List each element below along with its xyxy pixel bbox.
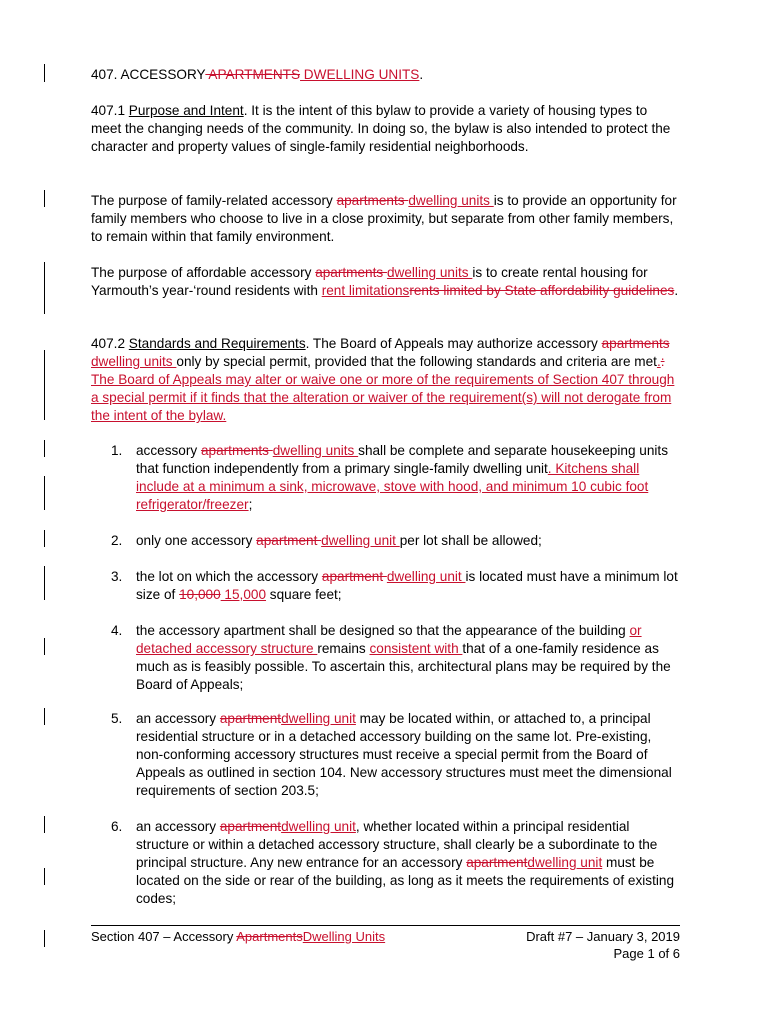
deleted-text: apartment [256,533,322,548]
change-bar [44,350,45,420]
change-bar [44,530,45,547]
section-label: 407.1 [91,103,129,118]
inserted-text: dwelling unit [321,533,400,548]
item-text-part: shall be complete and separate housekeeping units that function independently from a primary single-family dwelling unit [136,443,668,476]
inserted-text: dwelling unit [386,569,466,584]
inserted-text: . [656,354,661,369]
item-text [136,818,681,908]
item-text-part: an accessory [136,819,220,834]
item-text-part: , whether located within a principal residential structure or within a detached accessory structure, shall clearly be a subordinate to the principal structure. Any new entrance for an accessory [136,819,658,870]
item-text-part: is located must have a minimum lot size of [136,569,678,602]
change-bar [44,190,45,207]
inserted-text: dwelling units [272,443,359,458]
title-number: 407. ACCESSORY [91,67,206,82]
change-bar [44,816,45,833]
inserted-text: Dwelling Units [302,929,386,944]
item-text-part: per lot shall be allowed; [399,533,542,548]
inserted-text: consistent with [369,641,463,656]
section-heading: Purpose and Intent [128,103,244,118]
change-bar [44,64,45,82]
inserted-text: or detached accessory structure [136,623,642,656]
inserted-text: rent limitations [321,283,410,298]
inserted-text: The Board of Appeals may alter or waive one or more of the requirements of Section 407 through a special permit if it finds that the alteration or waiver of the requirement(s) will not derogate from the intent of the bylaw. [91,372,675,423]
item-text-part: that of a one-family residence as much as is feasibly possible. To ascertain this, architectural plans may be required by the Board of Appeals; [136,641,671,692]
inserted-text: dwelling unit [281,819,356,834]
inserted-text: dwelling units [408,193,494,208]
change-bar [44,566,45,600]
item-text [136,442,681,514]
item-text [136,622,681,694]
item-text [136,532,681,550]
footer-divider [91,925,680,926]
inserted-text: . Kitchens shall include at a minimum a sink, microwave, stove with hood, and minimum 10 cubic foot refrigerator/freezer [136,461,649,512]
inserted-text: DWELLING UNITS [300,67,420,82]
paragraph-text: The purpose of affordable accessory [91,265,316,280]
deleted-text: apartment [219,711,282,726]
item-number: 6. [111,819,123,834]
item-number: 4. [111,623,123,638]
page-number: Page 1 of 6 [613,946,680,961]
paragraph-purpose-intent [91,102,681,156]
draft-date: Draft #7 – January 3, 2019 [526,929,680,944]
deleted-text: apartment [466,855,528,870]
item-number: 5. [111,711,123,726]
footer-section-label [91,928,385,945]
item-text-part: must be located on the side or rear of the building, as long as it meets the requirements of existing codes; [136,855,675,906]
item-number: 2. [111,533,123,548]
change-bar [44,708,45,725]
item-number: 1. [111,443,123,458]
footer-draft-info [480,928,680,962]
paragraph-standards [91,335,681,425]
deleted-text: apartments [200,443,273,458]
inserted-text: dwelling unit [527,855,603,870]
item-text-part: ; [248,497,253,512]
section-title [91,66,681,84]
title-end: . [419,67,424,82]
section-heading: Standards and Requirements [128,336,306,351]
section-label: 407.2 [91,336,129,351]
item-text-part: the accessory apartment shall be designed so that the appearance of the building [136,623,630,638]
paragraph-text: . [674,283,679,298]
deleted-text: 10,000 [179,587,221,602]
change-bar [44,930,45,947]
change-bar [44,868,45,885]
inserted-text: dwelling units [386,265,473,280]
deleted-text: apartment [219,819,282,834]
item-text-part: only one accessory [136,533,257,548]
inserted-text: 15,000 [220,587,267,602]
change-bar [44,476,45,510]
change-bar [44,638,45,655]
paragraph-text: The purpose of family-related accessory [91,193,337,208]
paragraph-text: . It is the intent of this bylaw to provide a variety of housing types to meet the changing needs of the community. In doing so, the bylaw is also intended to protect the character and property values of single-family residential neighborhoods. [91,103,671,154]
item-number: 3. [111,569,123,584]
item-text-part: an accessory [136,711,220,726]
deleted-text: rents limited by State affordability guidelines [409,283,675,298]
item-text-part: accessory [136,443,201,458]
item-text [136,710,681,800]
paragraph-text: only by special permit, provided that the following standards and criteria are met [176,354,657,369]
item-text-part: square feet; [266,587,342,602]
deleted-text: apartments [315,265,387,280]
paragraph-affordable [91,264,681,300]
deleted-text: Apartments [236,929,303,944]
paragraph-text: is to create rental housing for Yarmouth’s year-‘round residents with [91,265,648,298]
item-text [136,568,681,604]
deleted-text: apartments [336,193,409,208]
deleted-text: : [660,354,665,369]
item-text-part: remains [317,641,370,656]
footer-text: Section 407 – Accessory [91,929,237,944]
paragraph-family-related [91,192,681,246]
deleted-text: apartments [601,336,670,351]
paragraph-text: is to provide an opportunity for family members who choose to live in a close proximity, but separate from other family members, to remain within that family environment. [91,193,677,244]
change-bar [44,262,45,314]
deleted-text: apartment [321,569,387,584]
item-text-part: may be located within, or attached to, a principal residential structure or in a detached accessory building on the same lot. Pre-existing, non-conforming accessory structures must receive a special permit from the Board of Appeals as outlined in section 104. New accessory structures must meet the dimensional requirements of section 203.5; [136,711,672,798]
item-text-part: the lot on which the accessory [136,569,322,584]
change-bar [44,440,45,457]
deleted-text: APARTMENTS [205,67,301,82]
inserted-text: dwelling unit [281,711,356,726]
paragraph-text: . The Board of Appeals may authorize accessory [305,336,602,351]
inserted-text: dwelling units [91,354,177,369]
